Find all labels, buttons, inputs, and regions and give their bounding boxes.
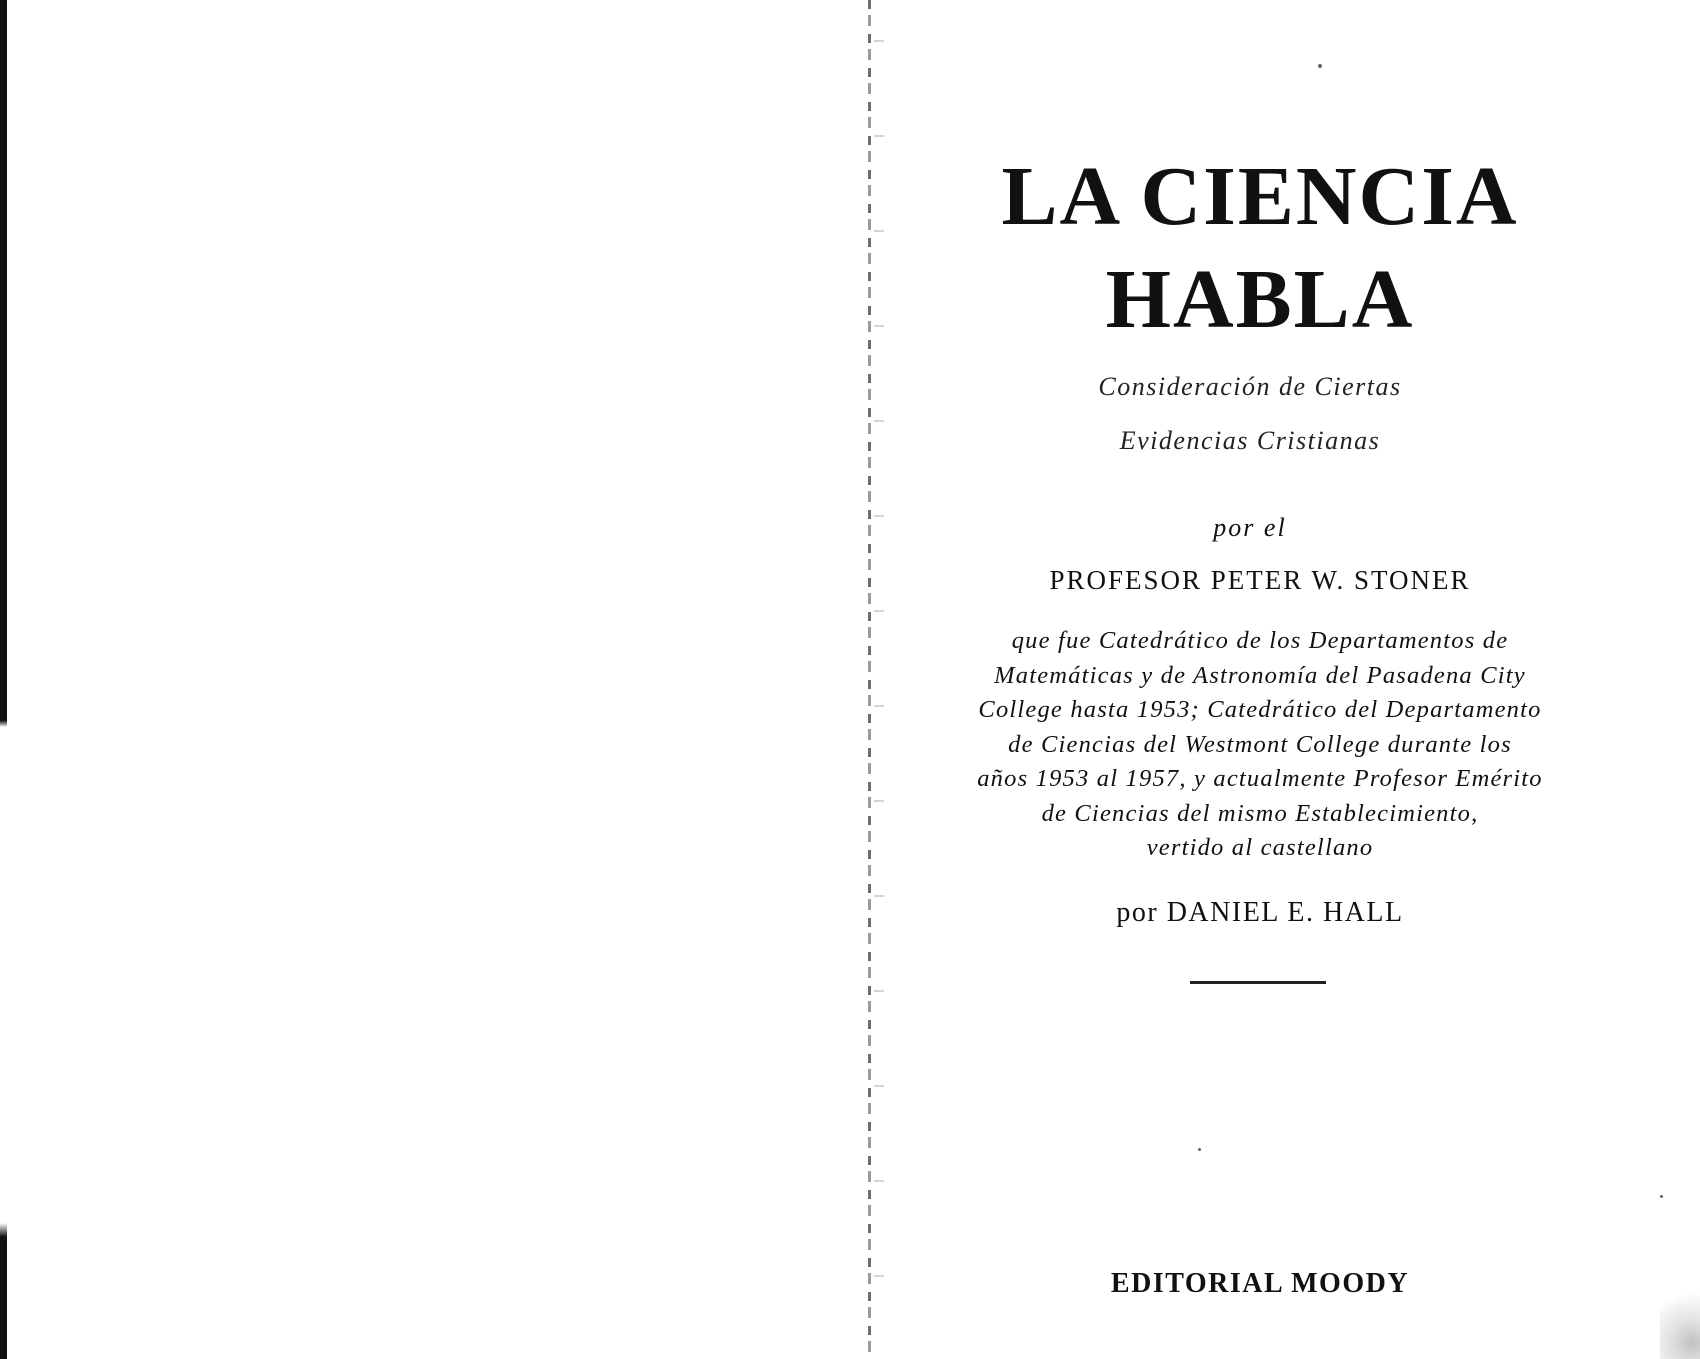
bio-line: College hasta 1953; Catedrático del Departamento (978, 696, 1542, 723)
horizontal-rule (1190, 981, 1326, 984)
bio-line: años 1953 al 1957, y actualmente Profesor Emérito (977, 765, 1543, 792)
author-bio (880, 624, 1640, 866)
author-name: PROFESOR PETER W. STONER (1049, 565, 1471, 595)
bio-line: Matemáticas y de Astronomía del Pasadena City (994, 661, 1526, 689)
translator-credit (880, 899, 1640, 927)
bio-line: de Ciencias del Westmont College durante los (1008, 730, 1512, 758)
title-line-1: LA CIENCIA (1001, 150, 1519, 243)
subtitle-line-1: Consideración de Ciertas (1098, 372, 1402, 401)
speck (1198, 1148, 1201, 1151)
bio-line: que fue Catedrático de los Departamentos de (1011, 627, 1509, 654)
left-blank-page (7, 0, 869, 1359)
translator-prefix: por (1116, 897, 1159, 928)
publisher-name: EDITORIAL MOODY (1110, 1268, 1410, 1299)
translator-name: DANIEL E. HALL (1166, 897, 1404, 928)
left-page-edge (0, 0, 7, 1359)
byline-prefix: por el (1213, 513, 1287, 542)
title-line-2: HABLA (1105, 253, 1415, 346)
scan-noise (1660, 1279, 1700, 1359)
title-page (880, 0, 1700, 1359)
subtitle-line-2: Evidencias Cristianas (1119, 426, 1381, 455)
bio-line: de Ciencias del mismo Establecimiento, (1041, 799, 1479, 827)
speck (1318, 64, 1322, 68)
book-gutter (868, 0, 871, 1359)
bio-line: vertido al castellano (1146, 834, 1374, 861)
speck (1660, 1195, 1663, 1198)
